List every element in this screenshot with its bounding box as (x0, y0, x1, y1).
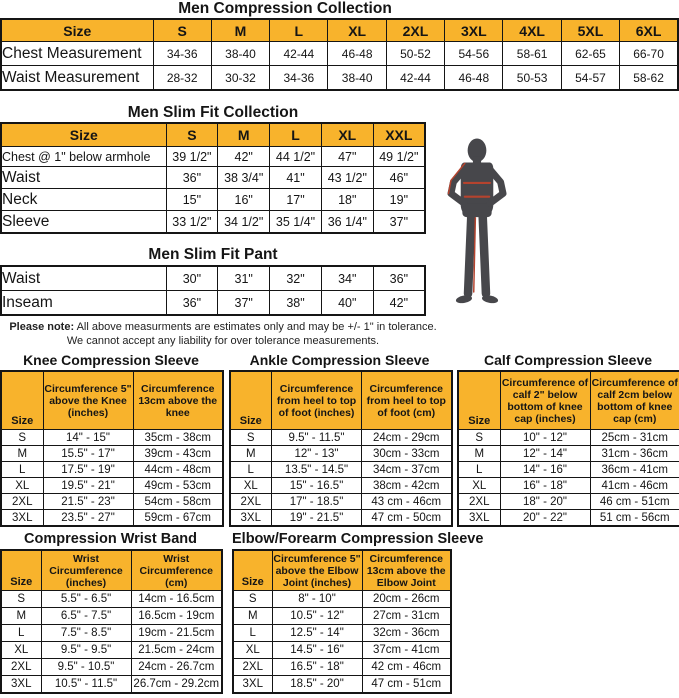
tolerance-note-line2: We cannot accept any liability for over tolerance measurements. (66, 334, 380, 347)
value-cell: 14" - 16" (500, 462, 590, 478)
table-row (230, 446, 452, 462)
wrist-band-title: Compression Wrist Band (24, 531, 197, 547)
value-cell: 16" - 18" (500, 478, 590, 494)
table-row (1, 167, 425, 189)
row-label: Sleeve (1, 211, 166, 234)
size-cell: L (233, 625, 272, 642)
value-cell: 33 1/2" (166, 211, 218, 234)
table-row (1, 625, 222, 642)
value-cell: 9.5" - 11.5" (272, 430, 362, 446)
column-header-cell: Wrist Circumference (inches) (41, 550, 131, 591)
value-cell: 38 3/4" (218, 167, 270, 189)
value-cell: 43 cm - 46cm (362, 494, 452, 510)
row-label: Waist (1, 266, 166, 291)
value-cell: 58-61 (503, 42, 561, 66)
value-cell: 30-32 (211, 66, 269, 91)
value-cell: 46" (373, 167, 425, 189)
row-label: Neck (1, 189, 166, 211)
tolerance-note-line1 (0, 321, 446, 335)
value-cell: 10.5" - 12" (272, 608, 362, 625)
slim-fit-pant-table (0, 265, 426, 316)
value-cell: 15" - 16.5" (272, 478, 362, 494)
value-cell: 10" - 12" (500, 430, 590, 446)
header-row (233, 550, 451, 591)
value-cell: 35cm - 38cm (133, 430, 223, 446)
table-row (1, 189, 425, 211)
size-cell: 2XL (233, 659, 272, 676)
value-cell: 38" (270, 291, 322, 316)
table-row (1, 591, 222, 608)
header-row (1, 123, 425, 147)
size-cell: S (230, 430, 272, 446)
value-cell: 50-52 (386, 42, 444, 66)
size-cell: S (233, 591, 272, 608)
table-row (1, 659, 222, 676)
value-cell: 34" (321, 266, 373, 291)
value-cell: 31cm - 36cm (590, 446, 679, 462)
size-header-cell: Size (1, 123, 166, 147)
value-cell: 41cm - 46cm (590, 478, 679, 494)
table-row (230, 462, 452, 478)
value-cell: 28-32 (153, 66, 211, 91)
table-row (230, 510, 452, 527)
knee-sleeve-section (0, 352, 222, 527)
value-cell: 20cm - 26cm (362, 591, 451, 608)
column-header-cell: S (153, 19, 211, 42)
column-header-cell: 2XL (386, 19, 444, 42)
row-label: Inseam (1, 291, 166, 316)
value-cell: 9.5" - 10.5" (41, 659, 131, 676)
value-cell: 20" - 22" (500, 510, 590, 527)
elbow-forearm-title: Elbow/Forearm Compression Sleeve (232, 531, 484, 547)
column-header-cell: Wrist Circumference (cm) (131, 550, 222, 591)
size-cell: XL (1, 478, 43, 494)
table-row (1, 291, 425, 316)
value-cell: 36 1/4" (321, 211, 373, 234)
value-cell: 54cm - 58cm (133, 494, 223, 510)
tolerance-note (0, 321, 446, 348)
value-cell: 17" - 18.5" (272, 494, 362, 510)
size-cell: 2XL (230, 494, 272, 510)
table-row (1, 446, 223, 462)
table-row (1, 462, 223, 478)
value-cell: 15" (166, 189, 218, 211)
size-cell: S (1, 430, 43, 446)
size-cell: M (233, 608, 272, 625)
tolerance-note-label: Please note: (9, 321, 75, 333)
value-cell: 25cm - 31cm (590, 430, 679, 446)
value-cell: 19" - 21.5" (272, 510, 362, 527)
compression-collection-table (0, 18, 679, 91)
size-cell: 2XL (1, 494, 43, 510)
table-row (458, 478, 679, 494)
column-header-cell: Circumference 13cm above the Elbow Joint (362, 550, 451, 591)
column-header-cell: L (270, 123, 322, 147)
table-row (1, 676, 222, 694)
value-cell: 49cm - 53cm (133, 478, 223, 494)
table-row (1, 478, 223, 494)
value-cell: 10.5" - 11.5" (41, 676, 131, 694)
header-row (1, 19, 678, 42)
size-cell: S (1, 591, 41, 608)
slim-fit-collection-title: Men Slim Fit Collection (127, 104, 299, 121)
size-cell: XL (458, 478, 500, 494)
table-row (458, 494, 679, 510)
value-cell: 30cm - 33cm (362, 446, 452, 462)
table-row (1, 494, 223, 510)
column-header-cell: L (270, 19, 328, 42)
row-label: Chest Measurement (1, 42, 153, 66)
table-row (1, 147, 425, 167)
column-header-cell: XL (328, 19, 386, 42)
value-cell: 47" (321, 147, 373, 167)
size-cell: XL (233, 642, 272, 659)
value-cell: 17" (270, 189, 322, 211)
ankle-sleeve-title: Ankle Compression Sleeve (249, 352, 430, 368)
value-cell: 18.5" - 20" (272, 676, 362, 694)
value-cell: 9.5" - 9.5" (41, 642, 131, 659)
size-cell: XL (1, 642, 41, 659)
column-header-cell: Circumference 5" above the Knee (inches) (43, 371, 133, 430)
value-cell: 44 1/2" (270, 147, 322, 167)
value-cell: 31" (218, 266, 270, 291)
value-cell: 19" (373, 189, 425, 211)
size-header-cell: Size (1, 371, 43, 430)
table-row (1, 42, 678, 66)
elbow-forearm-section (232, 531, 484, 694)
value-cell: 34-36 (270, 66, 328, 91)
table-row (230, 478, 452, 494)
size-header-cell: Size (1, 550, 41, 591)
value-cell: 50-53 (503, 66, 561, 91)
column-header-cell: XL (321, 123, 373, 147)
value-cell: 16.5cm - 19cm (131, 608, 222, 625)
value-cell: 44cm - 48cm (133, 462, 223, 478)
value-cell: 47 cm - 50cm (362, 510, 452, 527)
table-row (233, 659, 451, 676)
value-cell: 18" - 20" (500, 494, 590, 510)
value-cell: 40" (321, 291, 373, 316)
size-cell: M (230, 446, 272, 462)
size-cell: S (458, 430, 500, 446)
table-row (1, 642, 222, 659)
column-header-cell: M (218, 123, 270, 147)
value-cell: 17.5" - 19" (43, 462, 133, 478)
value-cell: 54-56 (445, 42, 503, 66)
value-cell: 42-44 (270, 42, 328, 66)
column-header-cell: Circumference from heel to top of foot (cm) (362, 371, 452, 430)
value-cell: 42" (218, 147, 270, 167)
value-cell: 47 cm - 51cm (362, 676, 451, 694)
wrist-band-table (0, 549, 223, 694)
size-cell: M (458, 446, 500, 462)
value-cell: 15.5" - 17" (43, 446, 133, 462)
table-row (1, 510, 223, 527)
value-cell: 24cm - 26.7cm (131, 659, 222, 676)
value-cell: 19.5" - 21" (43, 478, 133, 494)
value-cell: 6.5" - 7.5" (41, 608, 131, 625)
size-cell: XL (230, 478, 272, 494)
value-cell: 5.5" - 6.5" (41, 591, 131, 608)
value-cell: 12" - 13" (272, 446, 362, 462)
calf-sleeve-title: Calf Compression Sleeve (483, 352, 653, 368)
size-cell: 2XL (1, 659, 41, 676)
value-cell: 27cm - 31cm (362, 608, 451, 625)
table-row (458, 462, 679, 478)
size-cell: 3XL (458, 510, 500, 527)
value-cell: 42" (373, 291, 425, 316)
value-cell: 24cm - 29cm (362, 430, 452, 446)
size-header-cell: Size (233, 550, 272, 591)
column-header-cell: XXL (373, 123, 425, 147)
knee-sleeve-table (0, 370, 224, 527)
value-cell: 49 1/2" (373, 147, 425, 167)
value-cell: 14.5" - 16" (272, 642, 362, 659)
value-cell: 41" (270, 167, 322, 189)
value-cell: 32cm - 36cm (362, 625, 451, 642)
table-row (233, 625, 451, 642)
size-cell: L (1, 462, 43, 478)
sleeve-tables-row (0, 352, 679, 527)
size-header-cell: Size (1, 19, 153, 42)
compression-collection-title: Men Compression Collection (178, 0, 392, 17)
ankle-sleeve-table (229, 370, 453, 527)
table-row (233, 676, 451, 694)
value-cell: 62-65 (561, 42, 619, 66)
value-cell: 46-48 (445, 66, 503, 91)
value-cell: 18" (321, 189, 373, 211)
value-cell: 8" - 10" (272, 591, 362, 608)
value-cell: 21.5cm - 24cm (131, 642, 222, 659)
value-cell: 37" (373, 211, 425, 234)
value-cell: 46-48 (328, 42, 386, 66)
value-cell: 46 cm - 51cm (590, 494, 679, 510)
table-row (458, 430, 679, 446)
table-row (458, 510, 679, 527)
table-row (458, 446, 679, 462)
value-cell: 7.5" - 8.5" (41, 625, 131, 642)
size-cell: 3XL (230, 510, 272, 527)
value-cell: 21.5" - 23" (43, 494, 133, 510)
value-cell: 23.5" - 27" (43, 510, 133, 527)
value-cell: 13.5" - 14.5" (272, 462, 362, 478)
size-cell: 3XL (1, 676, 41, 694)
column-header-cell: Circumference 13cm above the knee (133, 371, 223, 430)
value-cell: 30" (166, 266, 218, 291)
value-cell: 51 cm - 56cm (590, 510, 679, 527)
size-header-cell: Size (458, 371, 500, 430)
bottom-tables-row (0, 531, 679, 694)
value-cell: 34-36 (153, 42, 211, 66)
value-cell: 19cm - 21.5cm (131, 625, 222, 642)
value-cell: 14cm - 16.5cm (131, 591, 222, 608)
tolerance-note-text: All above measurments are estimates only and may be +/- 1" in tolerance. (74, 321, 437, 333)
value-cell: 54-57 (561, 66, 619, 91)
ankle-sleeve-section (229, 352, 451, 527)
wrist-band-section (0, 531, 221, 694)
value-cell: 36cm - 41cm (590, 462, 679, 478)
row-label: Waist (1, 167, 166, 189)
value-cell: 12.5" - 14" (272, 625, 362, 642)
value-cell: 32" (270, 266, 322, 291)
column-header-cell: Circumference from heel to top of foot (inches) (272, 371, 362, 430)
table-row (1, 66, 678, 91)
column-header-cell: 3XL (445, 19, 503, 42)
table-row (233, 608, 451, 625)
size-cell: 3XL (233, 676, 272, 694)
value-cell: 39cm - 43cm (133, 446, 223, 462)
value-cell: 66-70 (620, 42, 678, 66)
column-header-cell: M (211, 19, 269, 42)
slim-fit-pant-title: Men Slim Fit Pant (148, 246, 278, 263)
size-header-cell: Size (230, 371, 272, 430)
value-cell: 38-40 (328, 66, 386, 91)
column-header-cell: 5XL (561, 19, 619, 42)
value-cell: 42 cm - 46cm (362, 659, 451, 676)
knee-sleeve-title: Knee Compression Sleeve (23, 352, 199, 368)
header-row (1, 550, 222, 591)
table-row (1, 430, 223, 446)
table-row (230, 430, 452, 446)
value-cell: 38cm - 42cm (362, 478, 452, 494)
table-row (1, 211, 425, 234)
value-cell: 16.5" - 18" (272, 659, 362, 676)
value-cell: 34cm - 37cm (362, 462, 452, 478)
row-label: Chest @ 1" below armhole (1, 147, 166, 167)
size-cell: L (1, 625, 41, 642)
value-cell: 35 1/4" (270, 211, 322, 234)
elbow-forearm-table (232, 549, 452, 694)
header-row (230, 371, 452, 430)
value-cell: 26.7cm - 29.2cm (131, 676, 222, 694)
size-cell: L (230, 462, 272, 478)
size-cell: M (1, 446, 43, 462)
calf-sleeve-table (457, 370, 679, 527)
value-cell: 58-62 (620, 66, 678, 91)
value-cell: 42-44 (386, 66, 444, 91)
value-cell: 34 1/2" (218, 211, 270, 234)
table-row (1, 608, 222, 625)
value-cell: 36" (166, 291, 218, 316)
value-cell: 37cm - 41cm (362, 642, 451, 659)
column-header-cell: 4XL (503, 19, 561, 42)
slim-fit-collection-table (0, 122, 426, 234)
value-cell: 16" (218, 189, 270, 211)
value-cell: 59cm - 67cm (133, 510, 223, 527)
column-header-cell: Circumference 5" above the Elbow Joint (inches) (272, 550, 362, 591)
table-row (230, 494, 452, 510)
value-cell: 36" (373, 266, 425, 291)
size-cell: L (458, 462, 500, 478)
calf-sleeve-section (457, 352, 679, 527)
value-cell: 36" (166, 167, 218, 189)
male-silhouette-measurement-figure-icon (442, 136, 512, 312)
row-label: Waist Measurement (1, 66, 153, 91)
column-header-cell: 6XL (620, 19, 678, 42)
value-cell: 39 1/2" (166, 147, 218, 167)
column-header-cell: Circumference of calf 2" below bottom of knee cap (inches) (500, 371, 590, 430)
size-cell: 3XL (1, 510, 43, 527)
header-row (1, 371, 223, 430)
table-row (1, 266, 425, 291)
table-row (233, 591, 451, 608)
value-cell: 12" - 14" (500, 446, 590, 462)
value-cell: 14" - 15" (43, 430, 133, 446)
column-header-cell: Circumference of calf 2cm below bottom of knee cap (cm) (590, 371, 679, 430)
value-cell: 37" (218, 291, 270, 316)
value-cell: 43 1/2" (321, 167, 373, 189)
header-row (458, 371, 679, 430)
column-header-cell: S (166, 123, 218, 147)
size-cell: M (1, 608, 41, 625)
size-cell: 2XL (458, 494, 500, 510)
table-row (233, 642, 451, 659)
value-cell: 38-40 (211, 42, 269, 66)
